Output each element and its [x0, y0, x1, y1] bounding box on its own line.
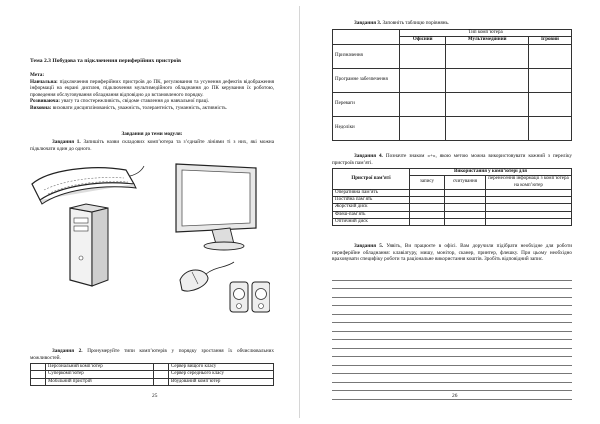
- goal-educational: [30, 79, 274, 99]
- system-unit-illustration: [70, 204, 108, 286]
- answer-line[interactable]: [332, 383, 572, 392]
- task3-body: Заповніть таблицю порівнянь.: [382, 20, 450, 26]
- task2-table: [30, 363, 274, 386]
- answer-line[interactable]: [332, 323, 572, 332]
- table-cell: Сервер середнього класу: [168, 371, 273, 378]
- goal-edu-text: підключення периферійних пристроїв до ПК, регулювання та усунення дефектів відображення інформації на екрані дисплея, підключення мультимедійного обладнання до ПК керування їх роботою, проведення обслуговування обладнання відповідно до встановленого порядку.: [30, 78, 275, 98]
- section-heading: Завдання до теми модуля:: [121, 131, 183, 137]
- goal-dev-text: увагу та спостережливість, свідоме ставлення до навчальної праці.: [61, 98, 210, 104]
- task3-text: [332, 20, 572, 27]
- keyboard-illustration: [32, 166, 144, 204]
- answer-cell[interactable]: [486, 211, 572, 218]
- task4-group-header: Використання у комп’ютері для: [410, 169, 572, 176]
- task2-body: Пронумеруйте типи комп’ютерів у порядку зростання їх обчислювальних можливостей.: [30, 348, 274, 361]
- goal-dev-label: Розвиваюча:: [30, 98, 60, 104]
- answer-line[interactable]: [332, 298, 572, 307]
- answer-cell[interactable]: [486, 204, 572, 211]
- task3-corner-cell: [333, 37, 400, 44]
- answer-cell[interactable]: [446, 116, 528, 140]
- answer-line[interactable]: [332, 366, 572, 375]
- answer-line[interactable]: [332, 357, 572, 366]
- goal-vyh-label: Виховна:: [30, 104, 52, 111]
- task2-text: [30, 348, 274, 361]
- answer-line[interactable]: [332, 374, 572, 383]
- table-cell: Вбудований комп’ютер: [168, 378, 273, 385]
- task4-col-header: запису: [410, 176, 445, 190]
- task3-table: [332, 29, 572, 141]
- table-row: [333, 218, 572, 225]
- answer-cell[interactable]: [410, 204, 445, 211]
- answer-line[interactable]: [332, 306, 572, 315]
- page-number: 25: [152, 393, 158, 400]
- task3-col-header: Ігровий: [528, 37, 571, 44]
- row-label: Оперативна пам’ять: [333, 189, 410, 196]
- table-row: [333, 44, 572, 68]
- answer-cell[interactable]: [410, 218, 445, 225]
- row-label: Призначення: [333, 44, 400, 68]
- page-number: 26: [452, 393, 458, 400]
- table-row: [31, 364, 274, 371]
- answer-cell[interactable]: [486, 189, 572, 196]
- row-label: Недоліки: [333, 116, 400, 140]
- answer-cell[interactable]: [486, 218, 572, 225]
- computer-parts-illustration: [30, 162, 270, 342]
- answer-cell[interactable]: [446, 44, 528, 68]
- goals-block: [30, 72, 274, 111]
- answer-cell[interactable]: [528, 116, 571, 140]
- table-row: [31, 371, 274, 378]
- number-cell[interactable]: [31, 364, 46, 371]
- table-row: [333, 92, 572, 116]
- table-row: [333, 68, 572, 92]
- answer-cell[interactable]: [528, 92, 571, 116]
- number-cell[interactable]: [153, 371, 168, 378]
- row-label: Постійна пам’ять: [333, 197, 410, 204]
- monitor-illustration: [176, 164, 256, 250]
- task3-corner-cell: [333, 30, 400, 37]
- speakers-illustration: [230, 282, 270, 312]
- answer-cell[interactable]: [410, 197, 445, 204]
- task2-label: Завдання 2.: [52, 348, 83, 354]
- task5-answer-lines[interactable]: [332, 272, 572, 400]
- answer-cell[interactable]: [445, 211, 486, 218]
- row-label: Переваги: [333, 92, 400, 116]
- task1-label: Завдання 1.: [52, 139, 81, 145]
- topic-title: Тема 2.3 Побудова та підключення периферійних пристроїв: [30, 58, 182, 64]
- task3-col-header: Мультимедійний: [446, 37, 528, 44]
- task5-label: Завдання 5.: [354, 243, 384, 249]
- answer-cell[interactable]: [445, 218, 486, 225]
- number-cell[interactable]: [31, 378, 46, 385]
- task4-label: Завдання 4.: [354, 153, 383, 159]
- task1-text: [30, 139, 274, 152]
- row-label: Програмне забезпечення: [333, 68, 400, 92]
- answer-cell[interactable]: [400, 44, 446, 68]
- right-page: [300, 0, 600, 424]
- answer-line[interactable]: [332, 315, 572, 324]
- answer-line[interactable]: [332, 332, 572, 341]
- answer-line[interactable]: [332, 272, 572, 281]
- task1-body: Запишіть назви складових комп’ютера та з’єднайте лініями ті з них, які можна підключати один до одного.: [30, 139, 274, 152]
- task3-col-header: Офісний: [400, 37, 446, 44]
- table-row: [31, 378, 274, 385]
- answer-cell[interactable]: [446, 92, 528, 116]
- answer-cell[interactable]: [410, 189, 445, 196]
- answer-line[interactable]: [332, 281, 572, 290]
- goal-edu-label: Навчальна:: [30, 78, 58, 85]
- answer-cell[interactable]: [400, 116, 446, 140]
- table-row: [333, 116, 572, 140]
- answer-line[interactable]: [332, 340, 572, 349]
- answer-line[interactable]: [332, 349, 572, 358]
- table-row: [333, 189, 572, 196]
- answer-cell[interactable]: [528, 68, 571, 92]
- table-row: [333, 197, 572, 204]
- table-cell: Персональний комп’ютер: [46, 364, 154, 371]
- answer-cell[interactable]: [486, 197, 572, 204]
- row-label: Оптичний диск: [333, 218, 410, 225]
- task4-rowhead: Пристрої пам’яті: [333, 169, 410, 190]
- number-cell[interactable]: [31, 371, 46, 378]
- task4-body: Позначте знаком «+», якою метою можна використовувати кожний з переліку пристроїв пам’яті.: [332, 153, 572, 166]
- answer-cell[interactable]: [410, 211, 445, 218]
- table-row: [333, 211, 572, 218]
- task3-label: Завдання 3.: [354, 20, 382, 26]
- task3-group-header: Тип комп’ютера: [400, 30, 572, 37]
- number-cell[interactable]: [153, 378, 168, 385]
- goal-heading: Мета:: [30, 72, 45, 78]
- table-cell: Сервер вищого класу: [168, 364, 273, 371]
- task5-body: Уявіть, Ви працюєте в офісі. Вам доручили підібрати необхідне для роботи периферійне обладнання: клавіатуру, мишу, монітор, сканер, принтер, флешку. При цьому необхідно враховувати специфіку роботи та раціональне використання коштів. Зробіть відповідний запис.: [332, 243, 572, 262]
- answer-cell[interactable]: [400, 68, 446, 92]
- answer-cell[interactable]: [445, 189, 486, 196]
- answer-cell[interactable]: [445, 204, 486, 211]
- row-label: Флеш-пам’ять: [333, 211, 410, 218]
- answer-cell[interactable]: [400, 92, 446, 116]
- task4-col-header: перенесення інформації з комп’ютера на комп’ютер: [486, 176, 572, 190]
- task5-text: [332, 243, 572, 263]
- row-label: Жорсткий диск: [333, 204, 410, 211]
- answer-cell[interactable]: [528, 44, 571, 68]
- task4-col-header: считування: [445, 176, 486, 190]
- answer-cell[interactable]: [445, 197, 486, 204]
- mouse-illustration: [180, 262, 234, 291]
- goal-vyh-text: виховати дисциплінованість, уважність, толерантність, гуманність, активність.: [52, 104, 228, 111]
- answer-line[interactable]: [332, 289, 572, 298]
- table-cell: Суперкомп’ютер: [46, 371, 154, 378]
- answer-cell[interactable]: [446, 68, 528, 92]
- table-row: [333, 204, 572, 211]
- table-cell: Мобільний пристрій: [46, 378, 154, 385]
- number-cell[interactable]: [153, 364, 168, 371]
- task4-table: [332, 168, 572, 226]
- task4-text: [332, 153, 572, 166]
- goal-upbringing: [30, 105, 274, 112]
